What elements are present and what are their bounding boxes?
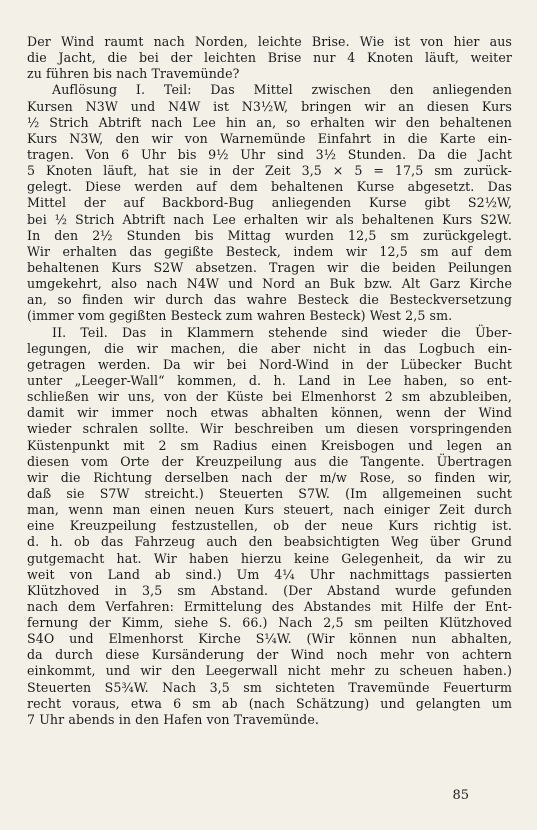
text-line: unter „Leeger-Wall“ kommen, d. h. Land in Lee haben, so ent- [27, 372, 512, 388]
text-line: damit wir immer noch etwas abhalten können, wenn der Wind [27, 405, 512, 421]
text-line: Klützhoved in 3,5 sm Abstand. (Der Abstand wurde gefunden [27, 582, 512, 598]
text-line: II. Teil. Das in Klammern stehende sind wieder die Über- [52, 324, 512, 340]
text-line: ½ Strich Abtrift nach Lee hin an, so erhalten wir den behaltenen [27, 114, 512, 130]
text-line: die Jacht, die bei der leichten Brise nur 4 Knoten läuft, weiter [27, 50, 512, 66]
text-line: Wir erhalten das gegißte Besteck, indem wir 12,5 sm auf dem [27, 243, 512, 259]
text-line: umgekehrt, also nach N4W und Nord an Buk bzw. Alt Garz Kirche [27, 276, 512, 292]
text-line: Kursen N3W und N4W ist N3½W, bringen wir an diesen Kurs [27, 98, 512, 114]
text-line: d. h. ob das Fahrzeug auch den beabsichtigten Weg über Grund [27, 534, 512, 550]
text-line: eine Kreuzpeilung festzustellen, ob der neue Kurs richtig ist. [27, 518, 512, 534]
text-line: Auflösung I. Teil: Das Mittel zwischen den anliegenden [52, 82, 512, 98]
text-line: behaltenen Kurs S2W absetzen. Tragen wir die beiden Peilungen [27, 259, 512, 275]
text-line: gelegt. Diese werden auf dem behaltenen Kurse abgesetzt. Das [27, 179, 512, 195]
text-line: bei ½ Strich Abtrift nach Lee erhalten wir als behaltenen Kurs S2W. [27, 211, 512, 227]
text-line: einkommt, und wir den Leegerwall nicht mehr zu scheuen haben.) [27, 663, 512, 679]
text-line: (immer vom gegißten Besteck zum wahren Besteck) West 2,5 sm. [27, 308, 453, 324]
text-line: an, so finden wir durch das wahre Besteck die Besteckversetzung [27, 292, 512, 308]
text-line: wieder schralen sollte. Wir beschreiben um diesen vorspringenden [27, 421, 512, 437]
text-line: 5 Knoten läuft, hat sie in der Zeit 3,5 × 5 = 17,5 sm zurück- [27, 163, 512, 179]
text-line: Kurs N3W, den wir von Warnemünde Einfahrt in die Karte ein- [27, 130, 512, 146]
text-line: nach dem Verfahren: Ermittelung des Abstandes mit Hilfe der Ent- [27, 598, 512, 614]
text-line: zu führen bis nach Travemünde? [27, 66, 240, 82]
text-line: da durch diese Kursänderung der Wind noch mehr von achtern [27, 647, 512, 663]
text-line: getragen werden. Da wir bei Nord-Wind in der Lübecker Bucht [27, 356, 512, 372]
text-line: Der Wind raumt nach Norden, leichte Brise. Wie ist von hier aus [27, 34, 512, 49]
text-line: 7 Uhr abends in den Hafen von Travemünde. [27, 711, 320, 727]
text-line: tragen. Von 6 Uhr bis 9½ Uhr sind 3½ Stunden. Da die Jacht [27, 146, 512, 162]
text-line: Steuerten S5¾W. Nach 3,5 sm sichteten Travemünde Feuerturm [27, 679, 512, 695]
text-line: recht voraus, etwa 6 sm ab (nach Schätzung) und gelangten um [27, 695, 512, 711]
text-line: legungen, die wir machen, die aber nicht in das Logbuch ein- [27, 340, 512, 356]
text-line: daß sie S7W streicht.) Steuerten S7W. (Im allgemeinen sucht [27, 485, 512, 501]
text-line: diesen vom Orte der Kreuzpeilung aus die Tangente. Übertragen [27, 453, 512, 469]
text-line: wir die Richtung derselben nach der m/w Rose, so finden wir, [27, 469, 512, 485]
text-line: Mittel der auf Backbord-Bug anliegenden Kurse gibt S2½W, [27, 195, 512, 211]
text-line: man, wenn man einen neuen Kurs steuert, nach einiger Zeit durch [27, 502, 512, 518]
body-text [27, 34, 512, 728]
text-line: schließen wir uns, von der Küste bei Elmenhorst 2 sm abzubleiben, [27, 389, 512, 405]
text-line: gutgemacht hat. Wir haben hierzu keine Gelegenheit, da wir zu [27, 550, 512, 566]
page-number: 85 [452, 788, 469, 803]
text-line: In den 2½ Stunden bis Mittag wurden 12,5 sm zurückgelegt. [27, 227, 512, 243]
text-line: Küstenpunkt mit 2 sm Radius einen Kreisbogen und legen an [27, 437, 512, 453]
text-line: fernung der Kimm, siehe S. 66.) Nach 2,5 sm peilten Klützhoved [27, 615, 512, 631]
text-line: S4O und Elmenhorst Kirche S¼W. (Wir können nun abhalten, [27, 631, 512, 647]
text-line: weit von Land ab sind.) Um 4¼ Uhr nachmittags passierten [27, 566, 512, 582]
